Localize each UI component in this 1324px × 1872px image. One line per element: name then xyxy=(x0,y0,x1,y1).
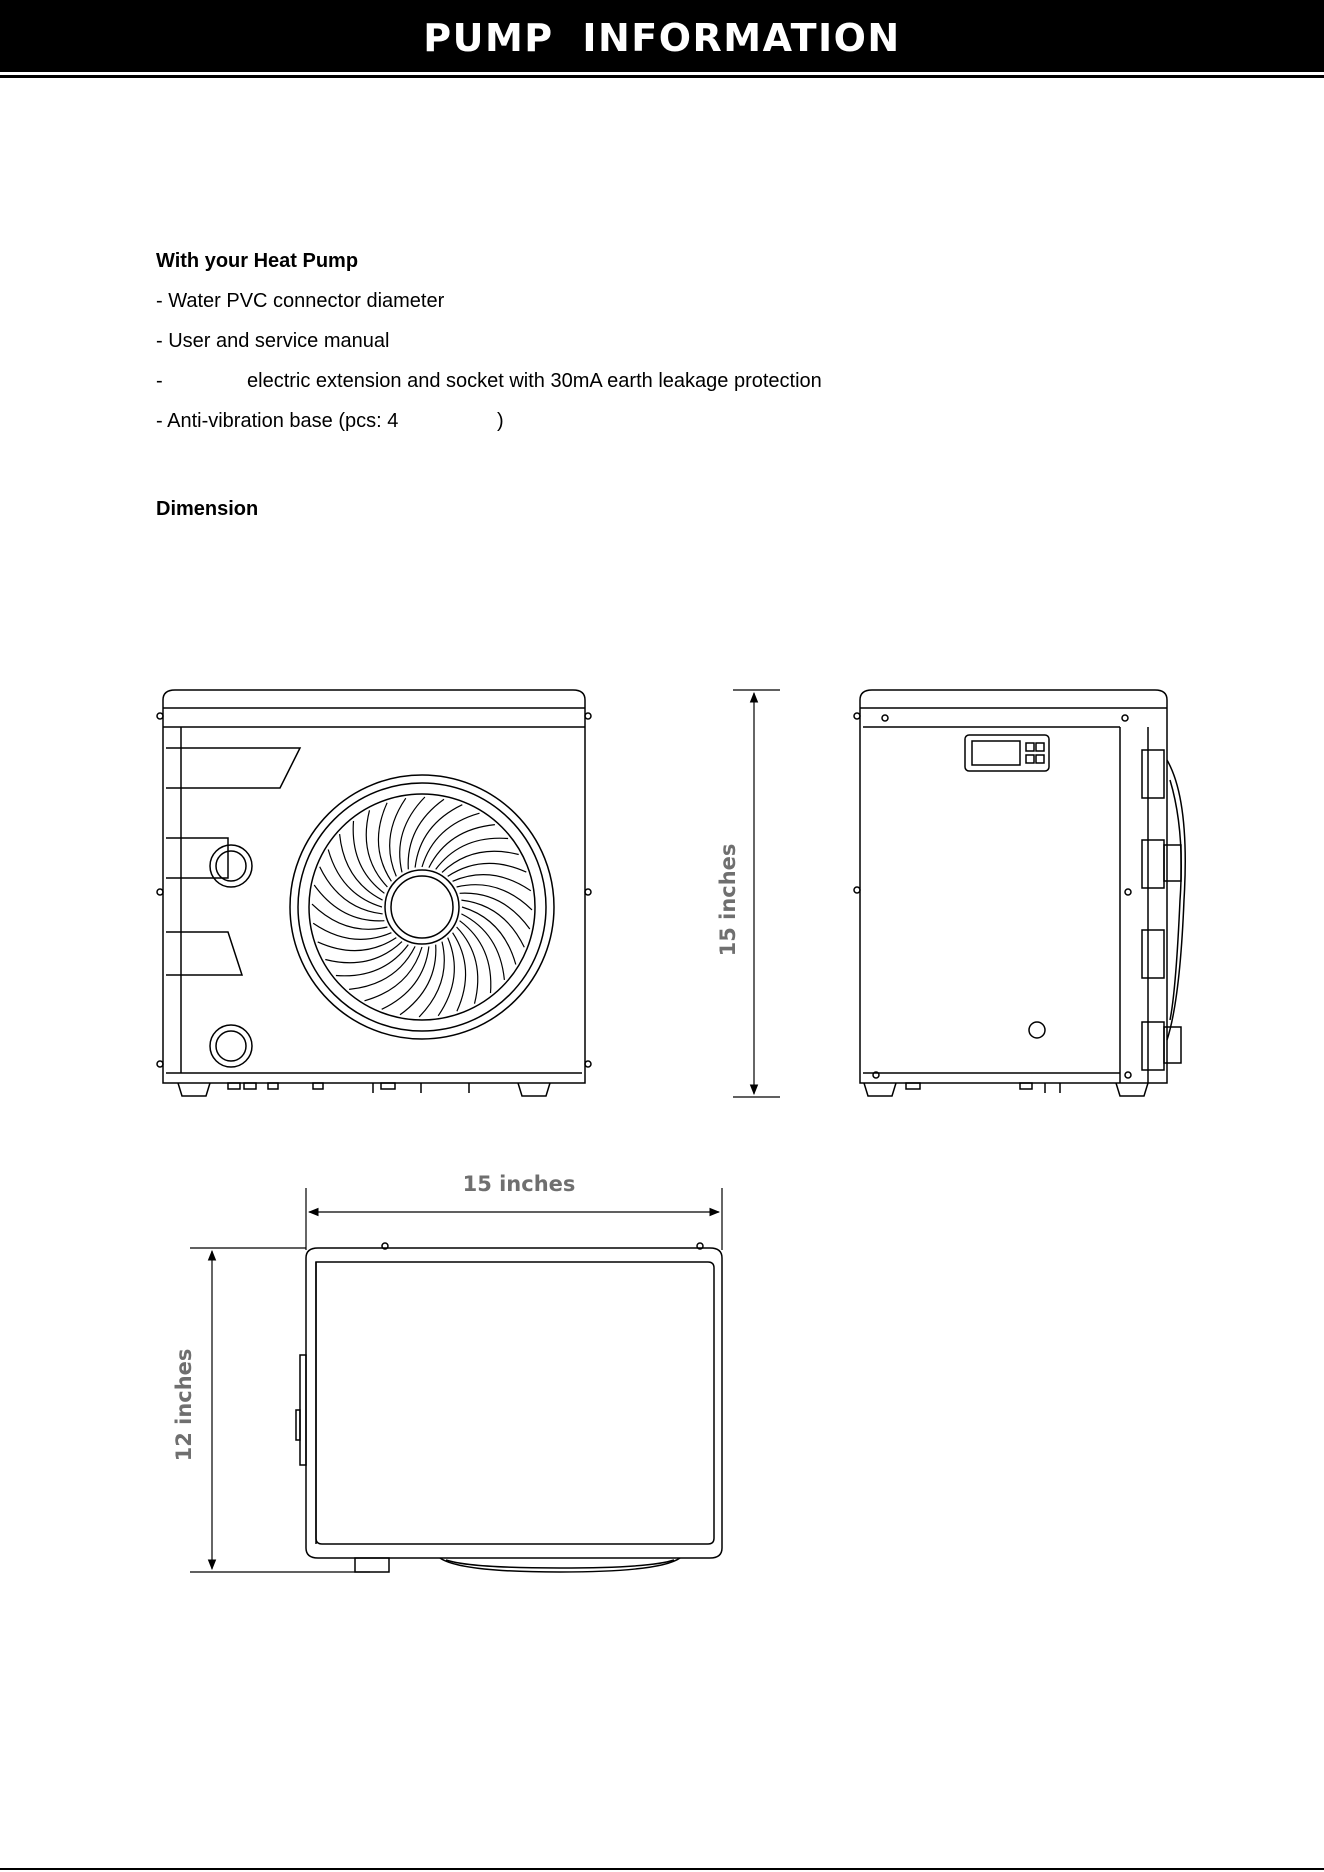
height-dimension-lines xyxy=(733,690,780,1097)
width-dimension-label: 15 inches xyxy=(462,1172,576,1196)
accessory-item: - User and service manual xyxy=(156,330,390,352)
front-view-drawing xyxy=(157,690,591,1096)
top-view-drawing xyxy=(296,1243,722,1572)
page-title: PUMP INFORMATION xyxy=(423,16,901,60)
accessory-item: - Water PVC connector diameter xyxy=(156,290,445,312)
dimension-heading: Dimension xyxy=(156,498,259,520)
accessory-item-prefix: - xyxy=(156,370,163,392)
depth-dimension-lines xyxy=(190,1248,370,1572)
accessories-heading: With your Heat Pump xyxy=(156,250,359,272)
footer-rule xyxy=(0,1868,1324,1870)
side-view-drawing xyxy=(854,690,1185,1096)
depth-dimension-label: 12 inches xyxy=(172,1348,196,1462)
height-dimension-label: 15 inches xyxy=(716,843,740,957)
accessory-item-text: electric extension and socket with 30mA earth leakage protection xyxy=(247,370,822,392)
fan-blades xyxy=(312,797,532,1017)
accessory-item-suffix: ) xyxy=(497,410,504,432)
width-dimension-lines xyxy=(306,1188,722,1250)
accessory-item-prefix: - Anti-vibration base (pcs: 4 xyxy=(156,410,399,432)
